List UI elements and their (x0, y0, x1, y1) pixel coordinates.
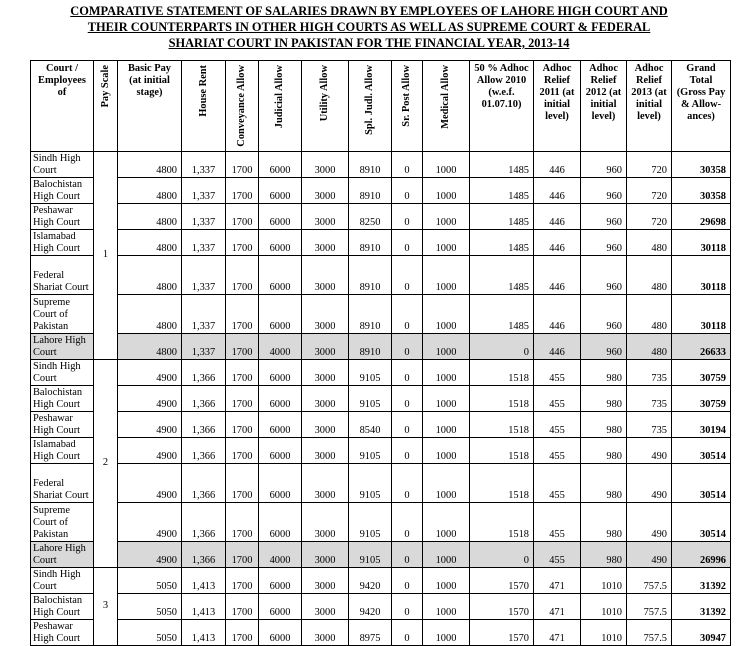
court-name-cell: Balochistan High Court (31, 385, 94, 411)
house-rent-cell: 1,337 (182, 294, 226, 333)
judicial-cell: 6000 (259, 502, 302, 541)
relief-2012-cell: 980 (581, 502, 627, 541)
table-row (31, 255, 731, 294)
utility-cell: 3000 (302, 593, 349, 619)
house-rent-cell: 1,366 (182, 541, 226, 567)
basic-pay-cell: 4900 (118, 463, 182, 502)
medical-cell: 1000 (423, 593, 470, 619)
utility-cell: 3000 (302, 333, 349, 359)
basic-pay-cell: 4800 (118, 255, 182, 294)
medical-cell: 1000 (423, 619, 470, 645)
house-rent-cell: 1,337 (182, 177, 226, 203)
relief-2012-cell: 960 (581, 203, 627, 229)
pay-scale-cell: 1 (94, 151, 118, 359)
conveyance-cell: 1700 (226, 359, 259, 385)
court-name-cell: Sindh High Court (31, 151, 94, 177)
table-row (31, 333, 731, 359)
relief-2011-cell: 455 (534, 463, 581, 502)
relief-2011-cell: 471 (534, 593, 581, 619)
utility-cell: 3000 (302, 502, 349, 541)
relief-2012-cell: 1010 (581, 619, 627, 645)
table-row (31, 463, 731, 502)
relief-2013-cell: 490 (627, 541, 672, 567)
grand-total-cell: 30118 (672, 255, 731, 294)
medical-cell: 1000 (423, 463, 470, 502)
relief-2011-cell: 446 (534, 203, 581, 229)
court-name-cell: Balochistan High Court (31, 177, 94, 203)
header-relief-2013: Adhoc Relief 2013 (at initial level) (627, 61, 672, 152)
header-spl-judl: Spl. Judl. Allow (349, 61, 392, 152)
grand-total-cell: 30194 (672, 411, 731, 437)
adhoc-2010-cell: 1485 (470, 294, 534, 333)
relief-2011-cell: 446 (534, 333, 581, 359)
relief-2013-cell: 757.5 (627, 567, 672, 593)
grand-total-cell: 30947 (672, 619, 731, 645)
conveyance-cell: 1700 (226, 593, 259, 619)
medical-cell: 1000 (423, 333, 470, 359)
court-name-cell: Lahore High Court (31, 541, 94, 567)
adhoc-2010-cell: 1485 (470, 229, 534, 255)
adhoc-2010-cell: 1570 (470, 567, 534, 593)
table-row (31, 294, 731, 333)
table-row (31, 359, 731, 385)
relief-2013-cell: 490 (627, 437, 672, 463)
conveyance-cell: 1700 (226, 255, 259, 294)
spl-judl-cell: 9420 (349, 593, 392, 619)
judicial-cell: 6000 (259, 463, 302, 502)
sr-post-cell: 0 (392, 619, 423, 645)
spl-judl-cell: 9105 (349, 385, 392, 411)
medical-cell: 1000 (423, 203, 470, 229)
table-row (31, 437, 731, 463)
header-conveyance: Conveyance Allow (226, 61, 259, 152)
conveyance-cell: 1700 (226, 619, 259, 645)
basic-pay-cell: 4900 (118, 541, 182, 567)
court-name-cell: Supreme Court of Pakistan (31, 294, 94, 333)
relief-2011-cell: 446 (534, 151, 581, 177)
relief-2013-cell: 735 (627, 411, 672, 437)
table-row (31, 567, 731, 593)
house-rent-cell: 1,337 (182, 203, 226, 229)
relief-2013-cell: 720 (627, 203, 672, 229)
header-adhoc-2010: 50 % Adhoc Allow 2010 (w.e.f. 01.07.10) (470, 61, 534, 152)
court-name-cell: Peshawar High Court (31, 203, 94, 229)
basic-pay-cell: 5050 (118, 619, 182, 645)
adhoc-2010-cell: 1485 (470, 203, 534, 229)
spl-judl-cell: 8910 (349, 229, 392, 255)
grand-total-cell: 26633 (672, 333, 731, 359)
grand-total-cell: 30358 (672, 177, 731, 203)
conveyance-cell: 1700 (226, 567, 259, 593)
relief-2011-cell: 455 (534, 502, 581, 541)
sr-post-cell: 0 (392, 541, 423, 567)
relief-2011-cell: 455 (534, 437, 581, 463)
relief-2013-cell: 480 (627, 294, 672, 333)
sr-post-cell: 0 (392, 385, 423, 411)
medical-cell: 1000 (423, 541, 470, 567)
title-line-2: THEIR COUNTERPARTS IN OTHER HIGH COURTS AS WELL AS SUPREME COURT & FEDERAL (87, 20, 651, 34)
grand-total-cell: 30514 (672, 437, 731, 463)
basic-pay-cell: 4800 (118, 294, 182, 333)
spl-judl-cell: 9105 (349, 463, 392, 502)
court-name-cell: Federal Shariat Court (31, 255, 94, 294)
basic-pay-cell: 4900 (118, 411, 182, 437)
relief-2012-cell: 960 (581, 333, 627, 359)
spl-judl-cell: 9105 (349, 359, 392, 385)
basic-pay-cell: 4900 (118, 385, 182, 411)
pay-scale-cell: 2 (94, 359, 118, 567)
court-name-cell: Peshawar High Court (31, 619, 94, 645)
spl-judl-cell: 8910 (349, 255, 392, 294)
medical-cell: 1000 (423, 294, 470, 333)
utility-cell: 3000 (302, 463, 349, 502)
table-row (31, 177, 731, 203)
sr-post-cell: 0 (392, 567, 423, 593)
relief-2011-cell: 446 (534, 177, 581, 203)
spl-judl-cell: 8910 (349, 294, 392, 333)
spl-judl-cell: 9105 (349, 437, 392, 463)
conveyance-cell: 1700 (226, 294, 259, 333)
adhoc-2010-cell: 1518 (470, 411, 534, 437)
relief-2012-cell: 960 (581, 177, 627, 203)
header-court: Court / Employees of (31, 61, 94, 152)
conveyance-cell: 1700 (226, 541, 259, 567)
medical-cell: 1000 (423, 411, 470, 437)
grand-total-cell: 29698 (672, 203, 731, 229)
house-rent-cell: 1,337 (182, 255, 226, 294)
basic-pay-cell: 4800 (118, 203, 182, 229)
basic-pay-cell: 5050 (118, 593, 182, 619)
basic-pay-cell: 5050 (118, 567, 182, 593)
medical-cell: 1000 (423, 229, 470, 255)
utility-cell: 3000 (302, 294, 349, 333)
conveyance-cell: 1700 (226, 333, 259, 359)
adhoc-2010-cell: 1518 (470, 385, 534, 411)
grand-total-cell: 30759 (672, 359, 731, 385)
spl-judl-cell: 8975 (349, 619, 392, 645)
grand-total-cell: 31392 (672, 567, 731, 593)
judicial-cell: 6000 (259, 255, 302, 294)
relief-2012-cell: 1010 (581, 593, 627, 619)
relief-2012-cell: 960 (581, 151, 627, 177)
header-sr-post: Sr. Post Allow (392, 61, 423, 152)
court-name-cell: Balochistan High Court (31, 593, 94, 619)
utility-cell: 3000 (302, 619, 349, 645)
court-name-cell: Peshawar High Court (31, 411, 94, 437)
header-medical: Medical Allow (423, 61, 470, 152)
medical-cell: 1000 (423, 502, 470, 541)
title-line-1: COMPARATIVE STATEMENT OF SALARIES DRAWN BY EMPLOYEES OF LAHORE HIGH COURT AND (70, 4, 668, 18)
pay-scale-cell: 3 (94, 567, 118, 645)
table-row (31, 229, 731, 255)
utility-cell: 3000 (302, 203, 349, 229)
house-rent-cell: 1,366 (182, 359, 226, 385)
basic-pay-cell: 4800 (118, 177, 182, 203)
basic-pay-cell: 4800 (118, 151, 182, 177)
judicial-cell: 6000 (259, 151, 302, 177)
relief-2013-cell: 480 (627, 229, 672, 255)
relief-2012-cell: 960 (581, 255, 627, 294)
house-rent-cell: 1,366 (182, 502, 226, 541)
house-rent-cell: 1,337 (182, 151, 226, 177)
house-rent-cell: 1,366 (182, 411, 226, 437)
sr-post-cell: 0 (392, 411, 423, 437)
judicial-cell: 6000 (259, 229, 302, 255)
medical-cell: 1000 (423, 151, 470, 177)
relief-2013-cell: 480 (627, 333, 672, 359)
table-row (31, 541, 731, 567)
medical-cell: 1000 (423, 437, 470, 463)
grand-total-cell: 30514 (672, 502, 731, 541)
utility-cell: 3000 (302, 411, 349, 437)
relief-2013-cell: 480 (627, 255, 672, 294)
header-pay-scale: Pay Scale (94, 61, 118, 152)
spl-judl-cell: 9105 (349, 502, 392, 541)
table-row (31, 411, 731, 437)
sr-post-cell: 0 (392, 502, 423, 541)
document-title (0, 3, 738, 51)
house-rent-cell: 1,337 (182, 229, 226, 255)
house-rent-cell: 1,413 (182, 593, 226, 619)
sr-post-cell: 0 (392, 437, 423, 463)
medical-cell: 1000 (423, 177, 470, 203)
relief-2012-cell: 980 (581, 437, 627, 463)
court-name-cell: Sindh High Court (31, 567, 94, 593)
judicial-cell: 6000 (259, 567, 302, 593)
judicial-cell: 6000 (259, 385, 302, 411)
medical-cell: 1000 (423, 359, 470, 385)
relief-2013-cell: 757.5 (627, 619, 672, 645)
court-name-cell: Islamabad High Court (31, 437, 94, 463)
utility-cell: 3000 (302, 541, 349, 567)
house-rent-cell: 1,413 (182, 619, 226, 645)
relief-2013-cell: 490 (627, 463, 672, 502)
judicial-cell: 6000 (259, 619, 302, 645)
sr-post-cell: 0 (392, 151, 423, 177)
header-relief-2012: Adhoc Relief 2012 (at initial level) (581, 61, 627, 152)
adhoc-2010-cell: 1518 (470, 502, 534, 541)
conveyance-cell: 1700 (226, 177, 259, 203)
spl-judl-cell: 9420 (349, 567, 392, 593)
utility-cell: 3000 (302, 177, 349, 203)
conveyance-cell: 1700 (226, 151, 259, 177)
table-row (31, 502, 731, 541)
relief-2011-cell: 455 (534, 385, 581, 411)
utility-cell: 3000 (302, 567, 349, 593)
house-rent-cell: 1,366 (182, 385, 226, 411)
sr-post-cell: 0 (392, 294, 423, 333)
adhoc-2010-cell: 1485 (470, 151, 534, 177)
grand-total-cell: 30118 (672, 229, 731, 255)
conveyance-cell: 1700 (226, 385, 259, 411)
relief-2012-cell: 980 (581, 359, 627, 385)
sr-post-cell: 0 (392, 229, 423, 255)
header-utility: Utility Allow (302, 61, 349, 152)
grand-total-cell: 26996 (672, 541, 731, 567)
spl-judl-cell: 8910 (349, 151, 392, 177)
conveyance-cell: 1700 (226, 229, 259, 255)
court-name-cell: Islamabad High Court (31, 229, 94, 255)
spl-judl-cell: 8910 (349, 333, 392, 359)
relief-2012-cell: 960 (581, 229, 627, 255)
conveyance-cell: 1700 (226, 502, 259, 541)
adhoc-2010-cell: 0 (470, 541, 534, 567)
sr-post-cell: 0 (392, 593, 423, 619)
adhoc-2010-cell: 1570 (470, 593, 534, 619)
grand-total-cell: 30118 (672, 294, 731, 333)
basic-pay-cell: 4900 (118, 359, 182, 385)
conveyance-cell: 1700 (226, 203, 259, 229)
relief-2012-cell: 980 (581, 385, 627, 411)
utility-cell: 3000 (302, 359, 349, 385)
relief-2013-cell: 757.5 (627, 593, 672, 619)
adhoc-2010-cell: 1518 (470, 359, 534, 385)
basic-pay-cell: 4800 (118, 229, 182, 255)
sr-post-cell: 0 (392, 203, 423, 229)
utility-cell: 3000 (302, 255, 349, 294)
spl-judl-cell: 8540 (349, 411, 392, 437)
sr-post-cell: 0 (392, 333, 423, 359)
relief-2011-cell: 471 (534, 619, 581, 645)
judicial-cell: 6000 (259, 593, 302, 619)
sr-post-cell: 0 (392, 359, 423, 385)
relief-2011-cell: 471 (534, 567, 581, 593)
title-line-3: SHARIAT COURT IN PAKISTAN FOR THE FINANCIAL YEAR, 2013-14 (168, 36, 570, 50)
basic-pay-cell: 4900 (118, 502, 182, 541)
judicial-cell: 4000 (259, 541, 302, 567)
relief-2011-cell: 446 (534, 255, 581, 294)
sr-post-cell: 0 (392, 463, 423, 502)
court-name-cell: Federal Shariat Court (31, 463, 94, 502)
house-rent-cell: 1,337 (182, 333, 226, 359)
sr-post-cell: 0 (392, 255, 423, 294)
conveyance-cell: 1700 (226, 463, 259, 502)
utility-cell: 3000 (302, 385, 349, 411)
conveyance-cell: 1700 (226, 411, 259, 437)
house-rent-cell: 1,366 (182, 463, 226, 502)
utility-cell: 3000 (302, 437, 349, 463)
adhoc-2010-cell: 1485 (470, 255, 534, 294)
conveyance-cell: 1700 (226, 437, 259, 463)
spl-judl-cell: 8250 (349, 203, 392, 229)
table-row (31, 151, 731, 177)
house-rent-cell: 1,366 (182, 437, 226, 463)
house-rent-cell: 1,413 (182, 567, 226, 593)
grand-total-cell: 30514 (672, 463, 731, 502)
header-basic-pay: Basic Pay (at initial stage) (118, 61, 182, 152)
adhoc-2010-cell: 1485 (470, 177, 534, 203)
table-body (31, 151, 731, 645)
header-judicial: Judicial Allow (259, 61, 302, 152)
table-row (31, 203, 731, 229)
sr-post-cell: 0 (392, 177, 423, 203)
judicial-cell: 4000 (259, 333, 302, 359)
relief-2012-cell: 980 (581, 541, 627, 567)
relief-2011-cell: 455 (534, 411, 581, 437)
adhoc-2010-cell: 1518 (470, 463, 534, 502)
grand-total-cell: 30358 (672, 151, 731, 177)
relief-2011-cell: 455 (534, 359, 581, 385)
utility-cell: 3000 (302, 151, 349, 177)
salary-comparison-table (30, 60, 731, 646)
relief-2011-cell: 446 (534, 294, 581, 333)
spl-judl-cell: 8910 (349, 177, 392, 203)
basic-pay-cell: 4900 (118, 437, 182, 463)
header-relief-2011: Adhoc Relief 2011 (at initial level) (534, 61, 581, 152)
relief-2012-cell: 1010 (581, 567, 627, 593)
relief-2011-cell: 455 (534, 541, 581, 567)
judicial-cell: 6000 (259, 411, 302, 437)
judicial-cell: 6000 (259, 294, 302, 333)
relief-2013-cell: 735 (627, 359, 672, 385)
court-name-cell: Supreme Court of Pakistan (31, 502, 94, 541)
relief-2013-cell: 720 (627, 151, 672, 177)
relief-2012-cell: 980 (581, 411, 627, 437)
medical-cell: 1000 (423, 255, 470, 294)
header-house-rent: House Rent (182, 61, 226, 152)
medical-cell: 1000 (423, 385, 470, 411)
judicial-cell: 6000 (259, 359, 302, 385)
table-row (31, 593, 731, 619)
grand-total-cell: 30759 (672, 385, 731, 411)
basic-pay-cell: 4800 (118, 333, 182, 359)
adhoc-2010-cell: 1518 (470, 437, 534, 463)
grand-total-cell: 31392 (672, 593, 731, 619)
relief-2011-cell: 446 (534, 229, 581, 255)
spl-judl-cell: 9105 (349, 541, 392, 567)
adhoc-2010-cell: 0 (470, 333, 534, 359)
relief-2013-cell: 720 (627, 177, 672, 203)
judicial-cell: 6000 (259, 437, 302, 463)
judicial-cell: 6000 (259, 177, 302, 203)
court-name-cell: Sindh High Court (31, 359, 94, 385)
table-row (31, 385, 731, 411)
relief-2012-cell: 960 (581, 294, 627, 333)
adhoc-2010-cell: 1570 (470, 619, 534, 645)
table-row (31, 619, 731, 645)
header-grand-total: Grand Total (Gross Pay & Allow- ances) (672, 61, 731, 152)
relief-2013-cell: 490 (627, 502, 672, 541)
relief-2012-cell: 980 (581, 463, 627, 502)
medical-cell: 1000 (423, 567, 470, 593)
judicial-cell: 6000 (259, 203, 302, 229)
relief-2013-cell: 735 (627, 385, 672, 411)
utility-cell: 3000 (302, 229, 349, 255)
header-row (31, 61, 731, 152)
court-name-cell: Lahore High Court (31, 333, 94, 359)
